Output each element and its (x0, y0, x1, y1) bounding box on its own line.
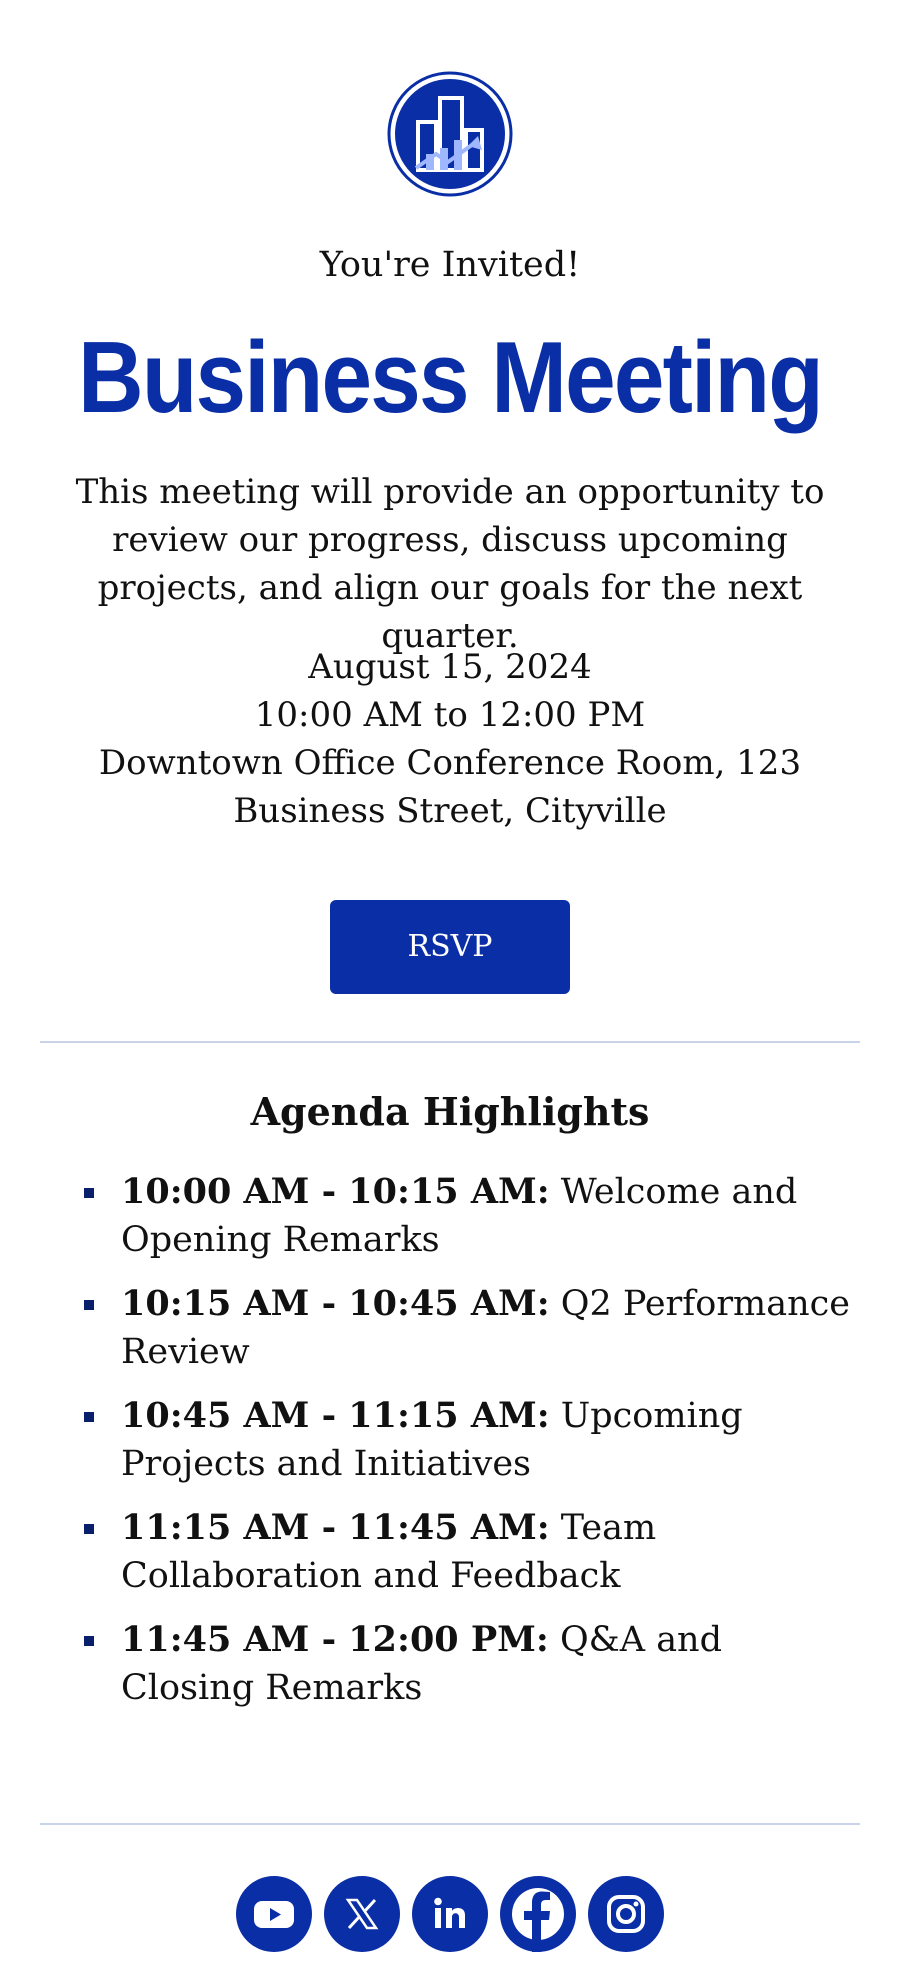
agenda-item-text: Upcoming Projects and Initiatives (121, 1396, 743, 1484)
agenda-item (84, 1280, 864, 1376)
rsvp-button[interactable]: RSVP (330, 900, 570, 994)
youtube-icon (251, 1891, 297, 1937)
meeting-time: 10:00 AM to 12:00 PM (254, 695, 646, 735)
building-chart-logo-icon (386, 70, 514, 198)
meeting-details (90, 643, 810, 835)
agenda-item-time: 10:45 AM - 11:15 AM: (121, 1395, 550, 1436)
divider (40, 1823, 860, 1825)
facebook-icon (500, 1876, 576, 1952)
agenda-list (84, 1168, 864, 1728)
linkedin-icon (429, 1893, 471, 1935)
agenda-item (84, 1504, 864, 1600)
agenda-item-text: Welcome and Opening Remarks (121, 1172, 798, 1260)
bullet-icon (84, 1188, 94, 1198)
agenda-item (84, 1616, 864, 1712)
agenda-item (84, 1392, 864, 1488)
agenda-heading: Agenda Highlights (250, 1089, 650, 1134)
linkedin-link[interactable] (412, 1876, 488, 1952)
x-icon (342, 1894, 382, 1934)
agenda-item-time: 11:15 AM - 11:45 AM: (121, 1507, 550, 1548)
instagram-link[interactable] (588, 1876, 664, 1952)
divider (40, 1041, 860, 1043)
youtube-link[interactable] (236, 1876, 312, 1952)
bullet-icon (84, 1412, 94, 1422)
bullet-icon (84, 1524, 94, 1534)
instagram-icon (604, 1892, 648, 1936)
agenda-item-text: Team Collaboration and Feedback (121, 1508, 657, 1596)
agenda-item-text: Q2 Performance Review (121, 1284, 850, 1372)
meeting-description: This meeting will provide an opportunity to review our progress, discuss upcoming projects, and align our goals for the next quarter. (75, 472, 825, 656)
invited-heading: You're Invited! (319, 245, 581, 285)
page-title: Business Meeting (77, 322, 823, 434)
social-links (236, 1876, 666, 1952)
agenda-item-text: Q&A and Closing Remarks (121, 1620, 723, 1708)
meeting-date: August 15, 2024 (308, 647, 592, 687)
agenda-item (84, 1168, 864, 1264)
x-link[interactable] (324, 1876, 400, 1952)
meeting-location: Downtown Office Conference Room, 123 Business Street, Cityville (98, 743, 802, 831)
agenda-item-time: 11:45 AM - 12:00 PM: (121, 1619, 549, 1660)
bullet-icon (84, 1300, 94, 1310)
agenda-item-time: 10:00 AM - 10:15 AM: (121, 1171, 550, 1212)
facebook-link[interactable] (500, 1876, 576, 1952)
agenda-item-time: 10:15 AM - 10:45 AM: (121, 1283, 550, 1324)
bullet-icon (84, 1636, 94, 1646)
